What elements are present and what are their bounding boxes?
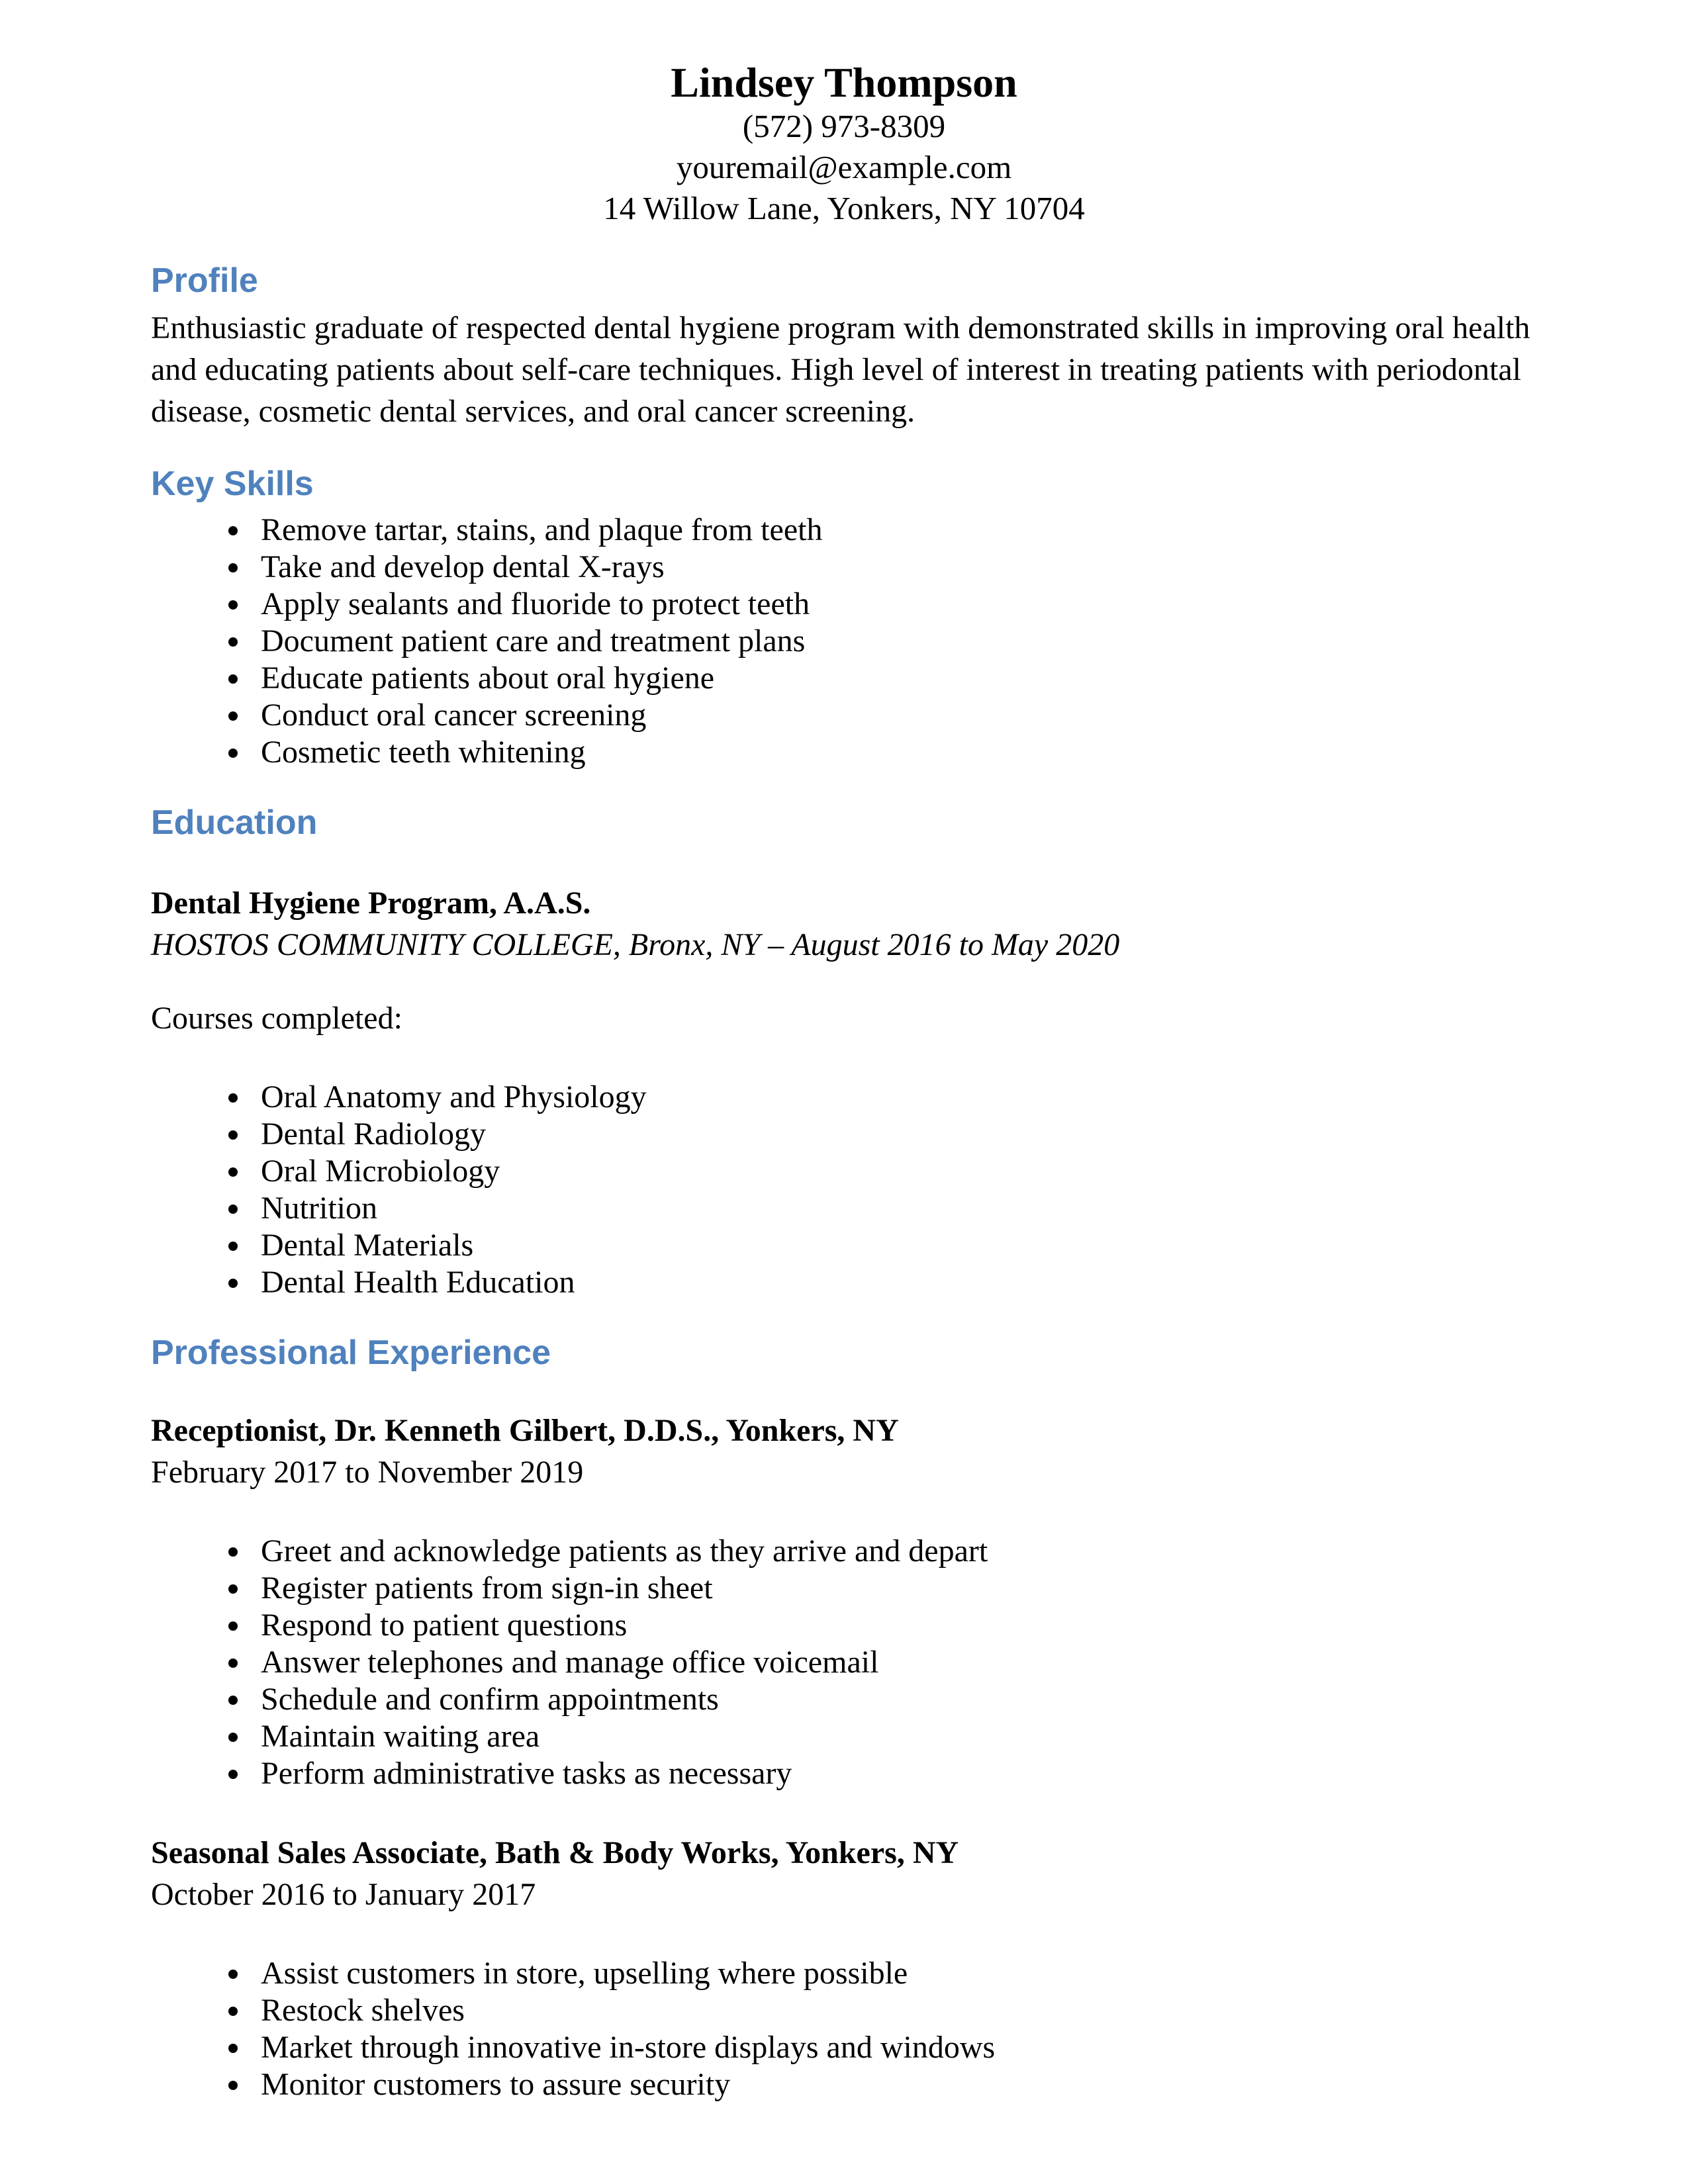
section-professional-experience <box>151 1333 1537 2103</box>
list-item: • Maintain waiting area <box>252 1718 1537 1755</box>
profile-summary: Enthusiastic graduate of respected dental hygiene program with demonstrated skills in improving oral health and educating patients about self-care techniques. High level of interest in treating patients with periodontal disease, cosmetic dental services, and oral cancer screening. <box>151 310 1530 429</box>
list-item: • Educate patients about oral hygiene <box>252 660 1537 697</box>
list-item: • Nutrition <box>252 1190 1537 1227</box>
list-item: • Dental Health Education <box>252 1264 1537 1301</box>
list-item: • Cosmetic teeth whitening <box>252 734 1537 771</box>
list-item: • Oral Anatomy and Physiology <box>252 1079 1537 1116</box>
list-item: • Respond to patient questions <box>252 1607 1537 1644</box>
job-title: Receptionist, Dr. Kenneth Gilbert, D.D.S., Yonkers, NY <box>151 1413 899 1448</box>
list-item: • Dental Radiology <box>252 1116 1537 1153</box>
job-entry <box>151 1410 1537 1792</box>
list-item: • Oral Microbiology <box>252 1153 1537 1190</box>
degree-title: Dental Hygiene Program, A.A.S. <box>151 886 591 921</box>
list-item: • Dental Materials <box>252 1227 1537 1264</box>
list-item: • Perform administrative tasks as necessary <box>252 1755 1537 1792</box>
list-item: • Restock shelves <box>252 1992 1537 2029</box>
job-dates: October 2016 to January 2017 <box>151 1877 536 1912</box>
list-item: • Greet and acknowledge patients as they arrive and depart <box>252 1533 1537 1570</box>
list-item: • Take and develop dental X-rays <box>252 549 1537 586</box>
section-key-skills <box>151 464 1537 771</box>
list-item: • Apply sealants and fluoride to protect teeth <box>252 586 1537 623</box>
key-skills-heading: Key Skills <box>151 465 314 503</box>
job-title: Seasonal Sales Associate, Bath & Body Works, Yonkers, NY <box>151 1835 959 1870</box>
email-address: youremail@example.com <box>676 149 1012 185</box>
list-item: • Schedule and confirm appointments <box>252 1681 1537 1718</box>
list-item: • Answer telephones and manage office voicemail <box>252 1644 1537 1681</box>
street-address: 14 Willow Lane, Yonkers, NY 10704 <box>603 190 1085 226</box>
list-item: • Conduct oral cancer screening <box>252 697 1537 734</box>
list-item: • Document patient care and treatment plans <box>252 623 1537 660</box>
resume-header <box>151 60 1537 229</box>
list-item: • Remove tartar, stains, and plaque from teeth <box>252 512 1537 549</box>
section-education <box>151 803 1537 1301</box>
list-item: • Assist customers in store, upselling where possible <box>252 1955 1537 1992</box>
section-profile <box>151 261 1537 432</box>
profile-heading: Profile <box>151 261 258 300</box>
school-line: HOSTOS COMMUNITY COLLEGE, Bronx, NY – August 2016 to May 2020 <box>151 927 1120 962</box>
job-dates: February 2017 to November 2019 <box>151 1455 584 1490</box>
list-item: • Monitor customers to assure security <box>252 2066 1537 2103</box>
list-item: • Register patients from sign-in sheet <box>252 1570 1537 1607</box>
phone-number: (572) 973-8309 <box>742 108 946 144</box>
courses-label: Courses completed: <box>151 1001 402 1036</box>
education-heading: Education <box>151 803 318 842</box>
key-skills-list <box>151 512 1537 771</box>
job-entry <box>151 1832 1537 2103</box>
job-duties-list <box>151 1533 1537 1792</box>
job-duties-list <box>151 1955 1537 2103</box>
person-name: Lindsey Thompson <box>671 59 1017 106</box>
courses-list <box>151 1079 1537 1301</box>
list-item: • Market through innovative in-store displays and windows <box>252 2029 1537 2066</box>
professional-experience-heading: Professional Experience <box>151 1334 551 1372</box>
